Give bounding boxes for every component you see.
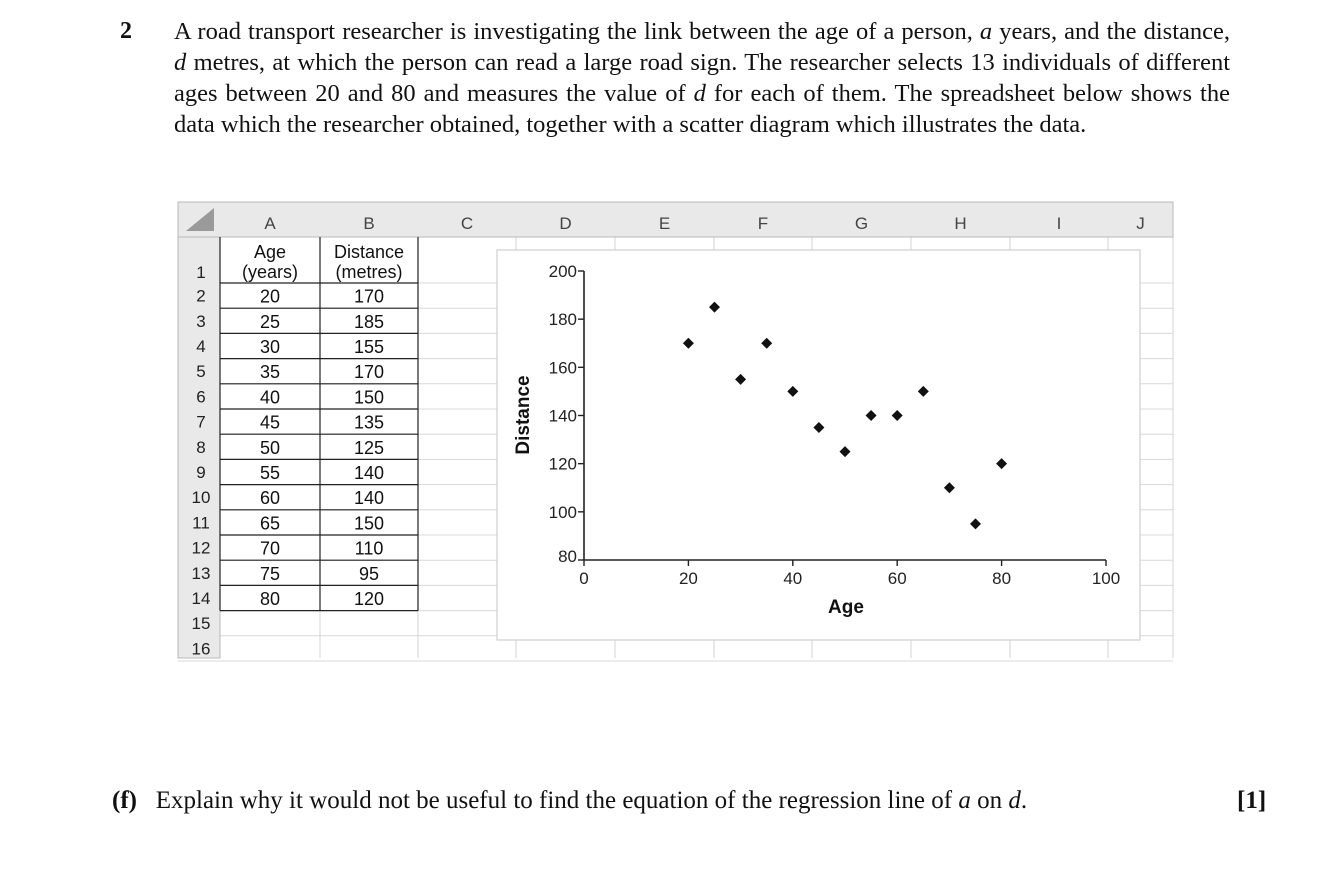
age-cell: 80 (259, 589, 281, 609)
x-tick-label: 0 (579, 569, 589, 588)
column-header-c: C (460, 214, 474, 233)
age-cell: 65 (259, 513, 281, 534)
chart-area (497, 250, 1140, 640)
row-header-1: 1 (196, 263, 206, 282)
row-header-7: 7 (196, 412, 206, 432)
distance-header-line1: Distance (333, 242, 405, 262)
age-header-line2: (years) (241, 262, 299, 282)
y-tick-label: 120 (548, 454, 577, 474)
age-cell: 70 (259, 538, 281, 559)
row-header-9: 9 (196, 463, 206, 482)
x-tick-label: 20 (678, 569, 698, 588)
age-cell: 25 (259, 311, 281, 332)
age-cell: 35 (259, 362, 281, 383)
question-number: 2 (120, 18, 132, 44)
row-header-15: 15 (191, 614, 211, 634)
age-cell: 20 (259, 286, 281, 307)
distance-cell: 150 (353, 513, 385, 534)
age-cell: 50 (259, 437, 281, 458)
distance-cell: 140 (353, 463, 385, 483)
distance-cell: 150 (353, 387, 385, 408)
part-label: (f) (112, 787, 137, 814)
x-axis-label: Age (828, 597, 864, 618)
column-header-d: D (559, 214, 572, 233)
distance-header-line2: (metres) (335, 262, 403, 282)
y-tick-label: 180 (548, 310, 577, 330)
column-header-a: A (264, 214, 276, 233)
row-header-2: 2 (196, 286, 206, 306)
row-header-8: 8 (196, 437, 206, 457)
intro-text-1: A road transport researcher is investigating the link between the age of a person, (174, 18, 980, 45)
variable-d: d (693, 80, 706, 107)
distance-cell: 155 (353, 337, 385, 357)
x-tick-label: 80 (992, 569, 1012, 588)
age-cell: 45 (259, 412, 281, 433)
row-header-13: 13 (191, 563, 211, 583)
distance-cell: 95 (358, 563, 380, 584)
spreadsheet-row-headers (178, 237, 220, 658)
part-f-text-2: on (970, 787, 1009, 814)
x-tick-label: 100 (1091, 569, 1121, 588)
row-header-6: 6 (196, 387, 206, 407)
intro-text-4: for each of them. The spreadsheet below shows the data which the researcher obtained, together with a scatter diagram which illustrates the data. (174, 80, 1230, 138)
y-tick-label: 160 (548, 358, 577, 378)
row-header-14: 14 (191, 589, 211, 608)
column-header-j: J (1136, 214, 1145, 233)
intro-text-2: years, and the distance, (992, 18, 1230, 45)
row-header-11: 11 (192, 513, 210, 533)
variable-a: a (979, 18, 993, 45)
row-header-12: 12 (191, 538, 211, 558)
distance-cell: 120 (353, 589, 385, 609)
age-cell: 60 (259, 488, 281, 509)
row-header-4: 4 (196, 337, 206, 356)
age-cell: 40 (259, 387, 281, 408)
distance-cell: 125 (353, 437, 385, 458)
part-f-question (112, 787, 1027, 815)
row-header-5: 5 (196, 362, 206, 382)
x-tick-label: 60 (887, 569, 907, 588)
distance-cell: 170 (353, 286, 385, 307)
y-axis-label: Distance (513, 375, 534, 455)
part-f-text-1: Explain why it would not be useful to find the equation of the regression line of (155, 787, 959, 814)
column-header-bar (178, 202, 1173, 237)
column-header-b: B (363, 214, 375, 233)
age-cell: 55 (259, 463, 281, 483)
distance-cell: 110 (354, 538, 384, 559)
age-cell: 75 (259, 563, 281, 584)
row-header-16: 16 (191, 639, 211, 659)
y-tick-label: 140 (548, 406, 577, 426)
row-header-10: 10 (191, 488, 211, 508)
y-tick-label: 100 (548, 502, 577, 522)
spreadsheet-column-headers (178, 202, 1173, 237)
x-tick-label: 40 (783, 569, 803, 588)
column-header-h: H (954, 214, 967, 233)
variable-d: d (174, 49, 187, 76)
distance-cell: 170 (353, 362, 385, 383)
column-header-g: G (854, 214, 869, 233)
row-header-3: 3 (196, 311, 206, 331)
variable-a: a (958, 787, 971, 814)
column-header-i: I (1056, 214, 1062, 233)
intro-text-3: metres, at which the person can read a large road sign. The researcher selects 13 individuals of different ages between 20 and 80 and measures the value of (174, 49, 1230, 107)
y-tick-label: 200 (548, 262, 577, 281)
marks-allocation: [1] (1237, 787, 1267, 814)
distance-cell: 135 (353, 412, 385, 433)
part-f-text-3: . (1020, 787, 1028, 814)
distance-cell: 185 (353, 311, 385, 332)
age-cell: 30 (259, 337, 281, 357)
age-header-line1: Age (253, 242, 287, 262)
column-header-e: E (658, 214, 671, 233)
scatter-chart (497, 250, 1140, 640)
distance-cell: 140 (353, 488, 385, 509)
y-tick-label: 80 (558, 547, 577, 566)
variable-d: d (1008, 787, 1021, 814)
column-header-f: F (757, 214, 769, 233)
